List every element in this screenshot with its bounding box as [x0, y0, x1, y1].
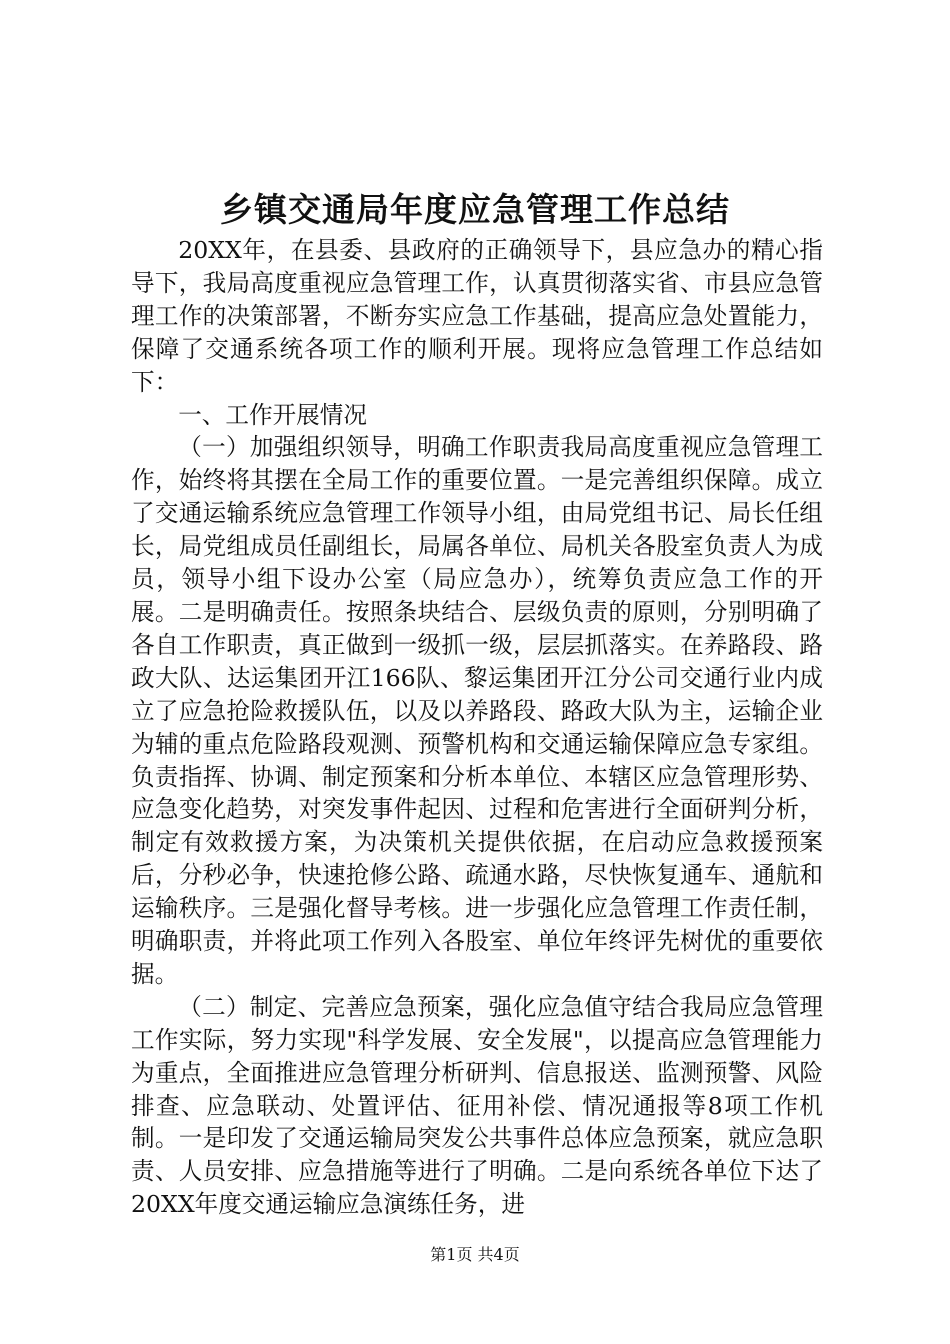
document-title: 乡镇交通局年度应急管理工作总结 [220, 190, 730, 229]
document-body [131, 234, 823, 1221]
paragraph-section-1: （一）加强组织领导，明确工作职责我局高度重视应急管理工作，始终将其摆在全局工作的重要位置。一是完善组织保障。成立了交通运输系统应急管理工作领导小组，由局党组书记、局长任组长，局党组成员任副组长，局属各单位、局机关各股室负责人为成员，领导小组下设办公室（局应急办），统筹负责应急工作的开展。二是明确责任。按照条块结合、层级负责的原则，分别明确了各自工作职责，真正做到一级抓一级，层层抓落实。在养路段、路政大队、达运集团开江166队、黎运集团开江分公司交通行业内成立了应急抢险救援队伍，以及以养路段、路政大队为主，运输企业为辅的重点危险路段观测、预警机构和交通运输保障应急专家组。负责指挥、协调、制定预案和分析本单位、本辖区应急管理形势、应急变化趋势，对突发事件起因、过程和危害进行全面研判分析，制定有效救援方案，为决策机关提供依据，在启动应急救援预案后，分秒必争，快速抢修公路、疏通水路，尽快恢复通车、通航和运输秩序。三是强化督导考核。进一步强化应急管理工作责任制，明确职责，并将此项工作列入各股室、单位年终评先树优的重要依据。 [131, 433, 823, 988]
paragraph-section-2: （二）制定、完善应急预案，强化应急值守结合我局应急管理工作实际，努力实现"科学发展、安全发展"，以提高应急管理能力为重点，全面推进应急管理分析研判、信息报送、监测预警、风险排查、应急联动、处置评估、征用补偿、情况通报等8项工作机制。一是印发了交通运输局突发公共事件总体应急预案，就应急职责、人员安排、应急措施等进行了明确。二是向系统各单位下达了20XX年度交通运输应急演练任务，进 [131, 992, 823, 1219]
paragraph-intro: 20XX年，在县委、县政府的正确领导下，县应急办的精心指导下，我局高度重视应急管理工作，认真贯彻落实省、市县应急管理工作的决策部署，不断夯实应急工作基础，提高应急处置能力，保障了交通系统各项工作的顺利开展。现将应急管理工作总结如下： [131, 236, 823, 396]
page-number-footer: 第1页 共4页 [430, 1245, 520, 1264]
section-heading: 一、工作开展情况 [178, 400, 367, 429]
